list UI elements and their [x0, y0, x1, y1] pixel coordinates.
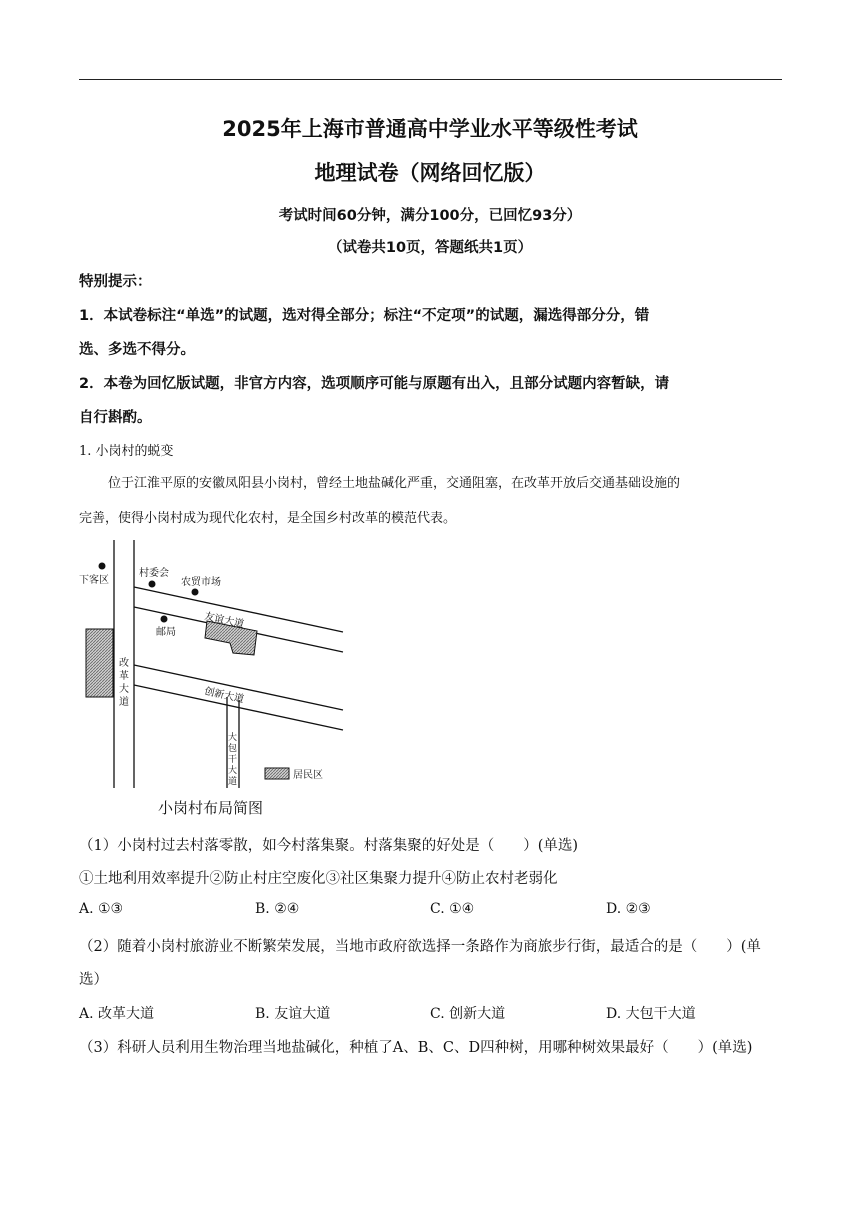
nongmao-point	[192, 589, 199, 596]
village-layout-map	[75, 535, 365, 795]
youju-point	[161, 616, 168, 623]
pages-info: （试卷共10页，答题纸共1页）	[327, 240, 533, 256]
q1-stem: （1）小岗村过去村落零散，如今村落集聚。村落集聚的好处是（ ）(单选)	[79, 838, 579, 854]
q2-stem-line2: 选）	[79, 972, 108, 988]
xiake-point	[99, 563, 106, 570]
label-dabaogan-2: 包	[228, 744, 238, 754]
cunweihui-point	[149, 581, 156, 588]
exam-info: 考试时间60分钟，满分100分，已回忆93分）	[278, 208, 582, 224]
map-caption: 小岗村布局简图	[158, 799, 264, 817]
label-dabaogan-1: 大	[228, 733, 238, 743]
exam-title: 2025年上海市普通高中学业水平等级性考试	[222, 117, 638, 141]
intro-line1: 位于江淮平原的安徽凤阳县小岗村，曾经土地盐碱化严重，交通阻塞，在改革开放后交通基础设施的	[108, 476, 681, 491]
notice-item2-line2: 自行斟酌。	[79, 410, 152, 426]
notice-item2-line1: 2．本卷为回忆版试题，非官方内容，选项顺序可能与原题有出入，且部分试题内容暂缺，请	[79, 376, 670, 392]
q1-option-c[interactable]: C. ①④	[430, 901, 475, 917]
label-chuangxin: 创新大道	[203, 686, 245, 706]
label-nongmao: 农贸市场	[181, 577, 221, 588]
notice-item1-line1: 1．本试卷标注“单选”的试题，选对得全部分；标注“不定项”的试题，漏选得部分分，错	[79, 308, 650, 324]
q2-option-b[interactable]: B. 友谊大道	[255, 1006, 331, 1022]
q2-stem-line1: （2）随着小岗村旅游业不断繁荣发展，当地市政府欲选择一条路作为商旅步行街，最适合的是（ ）(单	[79, 939, 761, 955]
paper-subtitle: 地理试卷（网络回忆版）	[314, 161, 546, 185]
q2-option-d[interactable]: D. 大包干大道	[606, 1006, 696, 1022]
q1-statements: ①土地利用效率提升②防止村庄空废化③社区集聚力提升④防止农村老弱化	[79, 871, 558, 887]
residential-area-west	[86, 629, 113, 697]
header-rule	[79, 79, 782, 80]
label-xiake: 下客区	[79, 575, 109, 586]
section-title: 1. 小岗村的蜕变	[79, 444, 174, 459]
label-cunweihui: 村委会	[139, 568, 169, 579]
label-dabaogan-5: 道	[228, 777, 238, 787]
label-gaige-4: 道	[119, 697, 129, 708]
notice-item1-line2: 选、多选不得分。	[79, 342, 195, 358]
label-gaige-3: 大	[119, 684, 129, 695]
label-gaige-2: 革	[119, 671, 129, 682]
q3-stem: （3）科研人员利用生物治理当地盐碱化，种植了A、B、C、D四种树，用哪种树效果最好（ ）(单选)	[79, 1040, 753, 1056]
q1-option-a[interactable]: A. ①③	[79, 901, 124, 917]
q1-option-b[interactable]: B. ②④	[255, 901, 300, 917]
label-youyi: 友谊大道	[203, 611, 245, 631]
label-dabaogan-3: 干	[228, 755, 238, 765]
notice-heading: 特别提示：	[79, 274, 152, 290]
intro-line2: 完善，使得小岗村成为现代化农村，是全国乡村改革的模范代表。	[79, 511, 457, 526]
label-gaige-1: 改	[119, 658, 129, 669]
q2-option-c[interactable]: C. 创新大道	[430, 1006, 506, 1022]
label-dabaogan-4: 大	[228, 766, 238, 776]
label-youju: 邮局	[156, 627, 176, 638]
q1-option-d[interactable]: D. ②③	[606, 901, 651, 917]
legend-label: 居民区	[293, 770, 323, 781]
legend-swatch	[265, 768, 289, 779]
q2-option-a[interactable]: A. 改革大道	[79, 1006, 155, 1022]
